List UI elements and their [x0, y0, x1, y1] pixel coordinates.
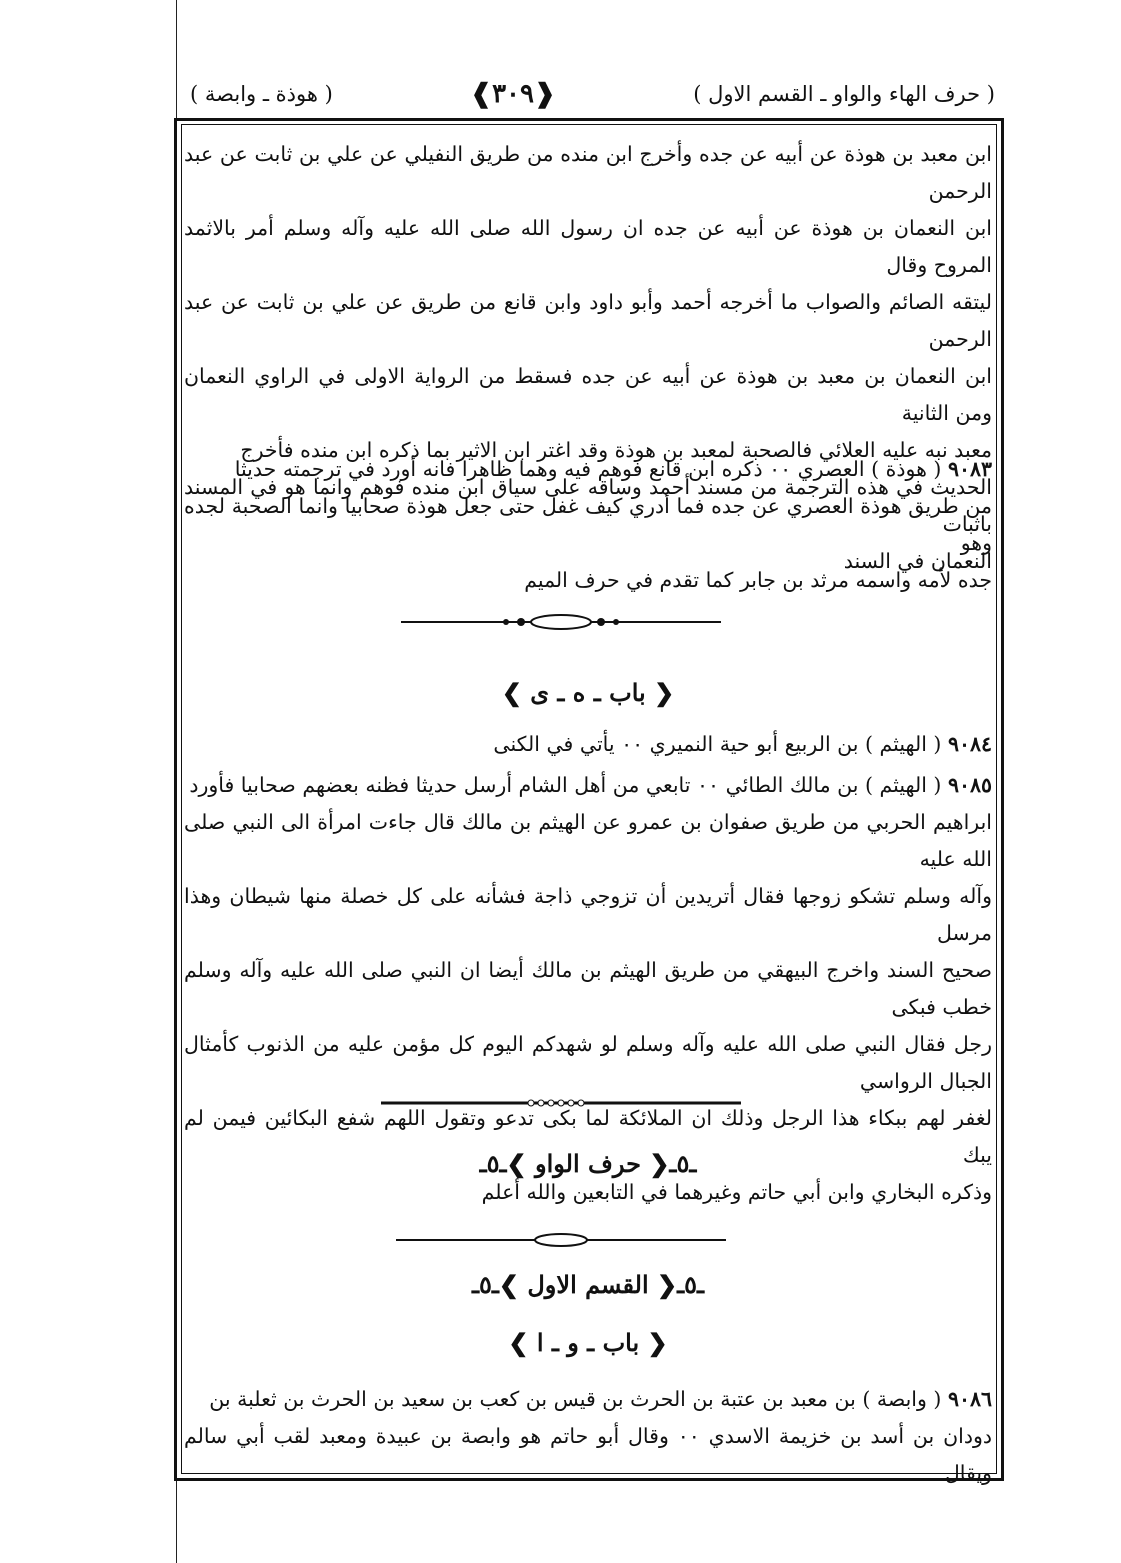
ornament-divider [0, 1232, 1121, 1248]
ornament-divider [0, 1095, 1121, 1111]
text-line: ابن معبد بن هوذة عن أبيه عن جده وأخرج ابن منده من طريق النفيلي عن علي بن ثابت عن عبد الرحمن [184, 142, 992, 203]
text-line: ( الهيثم ) بن الربيع أبو حية النميري ٠٠ يأتي في الكنى [493, 732, 942, 756]
section-heading-qism-awwal: ـ٥ـ❮ القسم الاول ❯ـ٥ـ [471, 1270, 705, 1299]
text-line: معبد نبه عليه العلائي فالصحبة لمعبد بن هوذة وقد اغتر ابن الاثير بما ذكره ابن منده فأخرج [240, 438, 992, 462]
entry-9086 [184, 1381, 992, 1492]
text-line: ( هوذة ) العصري ٠٠ ذكره ابن قانع فوهم فيه وهما ظاهرا فانه أورد في ترجمته حديثا [234, 457, 942, 481]
entry-number: ٩٠٨٦ [947, 1387, 992, 1411]
text-line: ( وابصة ) بن معبد بن عتبة بن الحرث بن قيس بن كعب بن سعيد بن الحرث بن ثعلبة بن [209, 1387, 942, 1411]
text-line: رجل فقال النبي صلى الله عليه وآله وسلم لو شهدكم اليوم كل مؤمن عليه من الذنوب كأمثال الجبال الرواسي [184, 1032, 992, 1093]
running-title-right: ( حرف الهاء والواو ـ القسم الاول ) [693, 82, 995, 106]
text-line: لغفر لهم ببكاء هذا الرجل وذلك ان الملائكة لما بكى تدعو وتقول اللهم شفع البكائين فيمن لم يبك [184, 1106, 992, 1167]
section-heading-harf-waw: ـ٥ـ❮ حرف الواو ❯ـ٥ـ [479, 1149, 697, 1178]
text-line: النعمان في السند [843, 549, 992, 573]
text-line: ابن النعمان بن هوذة عن أبيه عن جده ان رسول الله صلى الله عليه وآله وسلم أمر بالاثمد المروح وقال [184, 216, 992, 277]
text-line: وذكره البخاري وابن أبي حاتم وغيرهما في التابعين والله أعلم [481, 1180, 992, 1204]
text-line: من طريق هوذة العصري عن جده فما أدري كيف غفل حتى جعل هوذة صحابيا وانما الصحبة لجده وهو [184, 494, 992, 555]
entry-9083 [184, 451, 992, 599]
text-line: ( الهيثم ) بن مالك الطائي ٠٠ تابعي من أهل الشام أرسل حديثا فظنه بعضهم صحابيا فأورد [189, 773, 942, 797]
page-header [190, 74, 995, 114]
entry-number: ٩٠٨٣ [947, 457, 992, 481]
section-heading-bab-hy: ❮ باب ـ ه ـ ى ❯ [501, 678, 675, 707]
ornament-divider [0, 612, 1121, 632]
running-title-left: ( هوذة ـ وابصة ) [190, 82, 333, 106]
entry-9085 [184, 767, 992, 1211]
entry-number: ٩٠٨٥ [947, 773, 992, 797]
text-line: صحيح السند واخرج البيهقي من طريق الهيثم بن مالك أيضا ان النبي صلى الله عليه وآله وسلم خطب فبكى [184, 958, 992, 1019]
page-number: ❰٣٠٩❱ [470, 79, 556, 109]
text-line: جده لأمه واسمه مرثد بن جابر كما تقدم في حرف الميم [524, 568, 992, 592]
section-heading-bab-wa: ❮ باب ـ و ـ ا ❯ [508, 1328, 668, 1357]
entry-9084 [184, 726, 992, 763]
text-line: ابن النعمان بن معبد بن هوذة عن أبيه عن جده فسقط من الرواية الاولى في الراوي النعمان ومن الثانية [184, 364, 992, 425]
text-line: ابراهيم الحربي من طريق صفوان بن عمرو عن الهيثم بن مالك قال جاءت امرأة الى النبي صلى الله عليه [184, 810, 992, 871]
text-line: وآله وسلم تشكو زوجها فقال أتريدين أن تزوجي ذاجة فشأنه على كل خصلة منها شيطان وهذا مرسل [184, 884, 992, 945]
text-line: ليتقه الصائم والصواب ما أخرجه أحمد وأبو داود وابن قانع من طريق عن علي بن ثابت عن عبد الرحمن [184, 290, 992, 351]
entry-number: ٩٠٨٤ [947, 732, 992, 756]
text-line: دودان بن أسد بن خزيمة الاسدي ٠٠ وقال أبو حاتم هو وابصة بن عبيدة ومعبد لقب أبي سالم ويقال [184, 1424, 992, 1485]
text-line: الحديث في هذه الترجمة من مسند أحمد وساقه على سياق ابن منده فوهم وانما هو في المسند باثبات [184, 475, 992, 536]
